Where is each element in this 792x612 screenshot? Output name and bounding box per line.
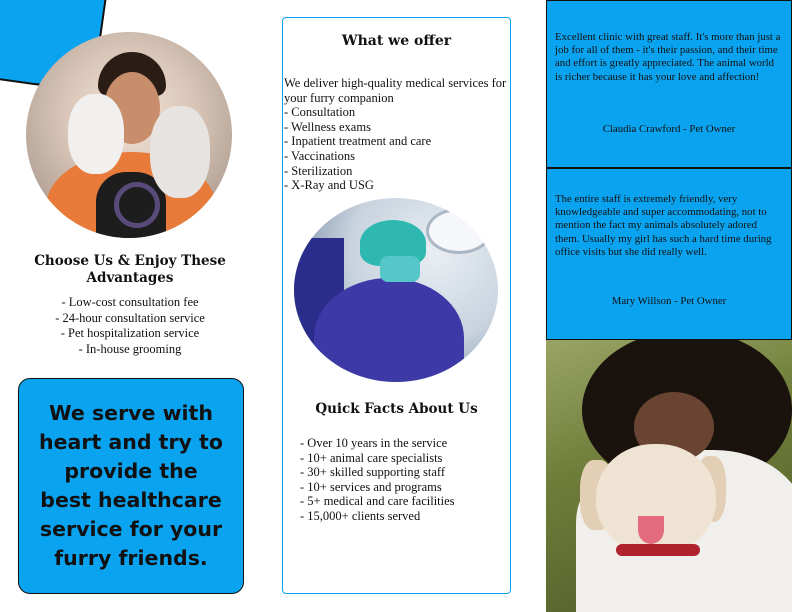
service-item: - Sterilization xyxy=(284,163,353,178)
vet-with-kittens-photo xyxy=(26,32,232,238)
testimonial-text: Excellent clinic with great staff. It's more than just a job for all of them - it's their passion, and their time and effort is greatly appreciated. The animal world is richer because it has your love and affection! xyxy=(555,31,781,83)
advantages-list xyxy=(30,295,230,357)
motto-box xyxy=(18,378,244,594)
motto-text: We serve with heart and try to provide the best healthcare service for your furry friends. xyxy=(39,401,223,570)
testimonial-card xyxy=(546,168,792,340)
service-item: - X-Ray and USG xyxy=(284,178,374,193)
advantage-item: - 24-hour consultation service xyxy=(55,310,205,325)
service-item: - Inpatient treatment and care xyxy=(284,134,432,149)
testimonial-text: The entire staff is extremely friendly, very knowledgeable and super accommodating, not to mention the fact my animals absolutely adored them. Usually my girl has such a hard time during office visits but she did really well. xyxy=(555,193,772,258)
advantage-item: - Low-cost consultation fee xyxy=(61,295,199,309)
advantage-item: - Pet hospitalization service xyxy=(60,326,200,340)
fact-item: - 10+ animal care specialists xyxy=(300,450,443,465)
fact-item: - Over 10 years in the service xyxy=(300,436,448,450)
fact-item: - 30+ skilled supporting staff xyxy=(300,465,446,479)
service-item: - Consultation xyxy=(284,105,356,120)
service-item: - Vaccinations xyxy=(284,148,355,163)
testimonial-author: Claudia Crawford - Pet Owner xyxy=(602,123,736,135)
advantage-item: - In-house grooming xyxy=(78,341,182,356)
service-item: - Wellness exams xyxy=(284,119,371,134)
services-list xyxy=(284,105,508,193)
woman-hugging-dog-photo xyxy=(546,340,792,612)
facts-title: Quick Facts About Us xyxy=(315,401,478,417)
fact-item: - 10+ services and programs xyxy=(300,479,442,494)
testimonial-card xyxy=(546,0,792,168)
offer-intro: We deliver high-quality medical services for your furry companion xyxy=(284,76,507,105)
facts-list xyxy=(300,436,500,523)
offer-section xyxy=(284,76,508,193)
fact-item: - 15,000+ clients served xyxy=(300,508,421,523)
fact-item: - 5+ medical and care facilities xyxy=(300,494,455,508)
advantages-title: Choose Us & Enjoy These Advantages xyxy=(34,253,226,286)
testimonial-author: Mary Willson - Pet Owner xyxy=(611,295,727,307)
surgeon-photo xyxy=(294,198,498,382)
offer-title: What we offer xyxy=(341,33,452,49)
